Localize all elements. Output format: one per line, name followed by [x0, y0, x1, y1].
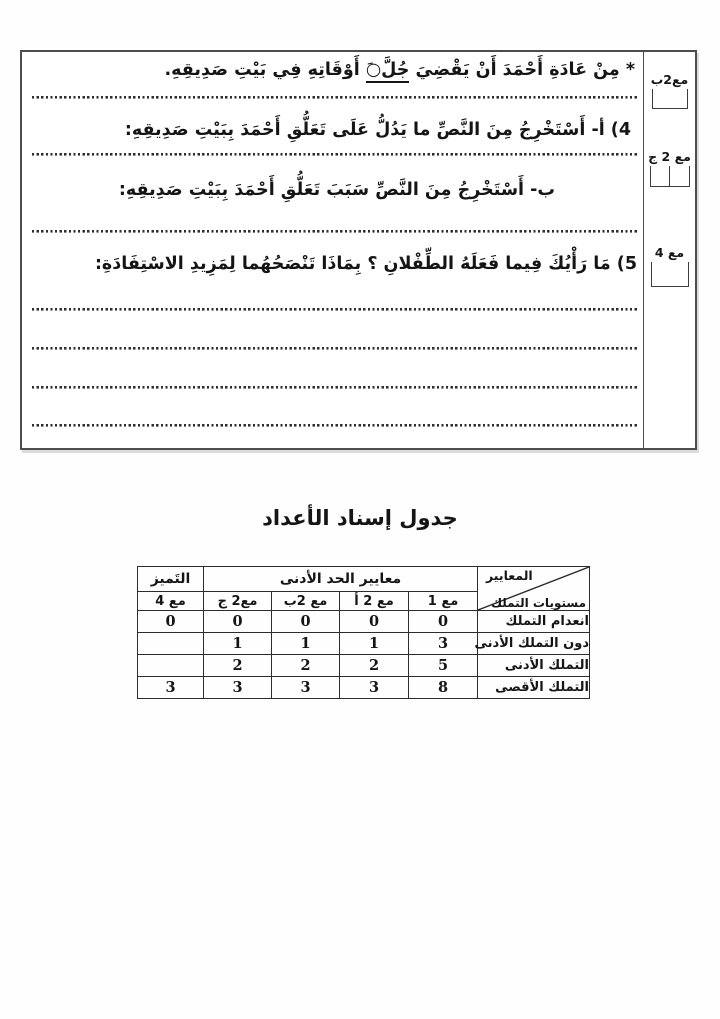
score-cell — [651, 166, 671, 186]
answer-dotted-line — [32, 347, 637, 350]
table-cell: 0 — [409, 611, 478, 633]
table-cell: 0 — [340, 611, 409, 633]
table-cell: 2 — [340, 655, 409, 677]
column-header: مع 2 أ — [340, 592, 409, 611]
table-header-row-1 — [138, 567, 590, 592]
row-label: التملك الأدنى — [478, 655, 590, 677]
answer-dotted-line — [32, 230, 637, 233]
table-cell: 3 — [409, 633, 478, 655]
criterion-label: مع 2 ج — [648, 149, 691, 164]
statement-underlined-word: جُلَّ○َ — [366, 60, 410, 83]
margin-mark-2b — [644, 72, 695, 109]
table-cell: 3 — [272, 677, 340, 699]
column-header: مع2 ج — [204, 592, 272, 611]
diagonal-header-cell — [478, 567, 590, 611]
questions-area — [22, 52, 643, 448]
table-cell: 2 — [204, 655, 272, 677]
table-cell: 1 — [340, 633, 409, 655]
diagonal-label-criteria: المعايير — [486, 568, 533, 583]
table-cell: 2 — [272, 655, 340, 677]
statement-prefix: * مِنْ عَادَةِ أَحْمَدَ أَنْ يَقْضِيَ — [409, 60, 635, 80]
table-cell: 1 — [272, 633, 340, 655]
score-entry-box-double — [650, 166, 690, 187]
table-cell: 3 — [138, 677, 204, 699]
table-cell: 3 — [340, 677, 409, 699]
answer-dotted-line — [32, 386, 637, 389]
table-cell: 5 — [409, 655, 478, 677]
grading-table-title: جدول إسناد الأعداد — [262, 506, 458, 530]
excellence-header: التَميز — [138, 567, 204, 592]
row-label: انعدام التملك — [478, 611, 590, 633]
table-cell: 0 — [138, 611, 204, 633]
answer-dotted-line — [32, 308, 637, 311]
score-entry-box — [652, 89, 688, 109]
table-cell: 8 — [409, 677, 478, 699]
questions-frame — [20, 50, 697, 450]
criterion-label: مع2ب — [650, 72, 689, 87]
minimum-criteria-group-header: معايير الحد الأدنى — [204, 567, 478, 592]
question-4b: ب- أَسْتَخْرِجُ مِنَ النَّصِّ سَبَبَ تَعَلُّقِ أَحْمَدَ بِبَيْتِ صَدِيقِهِ: — [118, 180, 555, 200]
grading-table — [137, 566, 590, 699]
table-cell — [138, 655, 204, 677]
grading-margin-column — [643, 52, 695, 448]
table-cell: 0 — [204, 611, 272, 633]
table-cell: 1 — [204, 633, 272, 655]
answer-dotted-line — [32, 96, 637, 99]
column-header: مع 4 — [138, 592, 204, 611]
score-cell — [670, 166, 689, 186]
question-5: 5) مَا رَأْيُكَ فِيما فَعَلَهُ الطِّفْلانِ ؟ بِمَاذَا تَنْصَحُهُما لِمَزِيدِ الاسْتِفَادَةِ: — [94, 254, 637, 274]
answer-dotted-line — [32, 153, 637, 156]
statement-suffix: أَوْقَاتِهِ فِي بَيْتِ صَدِيقِهِ. — [164, 60, 366, 80]
table-cell: 0 — [272, 611, 340, 633]
score-entry-box — [651, 262, 689, 287]
source-statement — [22, 55, 643, 87]
row-label: دون التملك الأدنى — [478, 633, 590, 655]
table-cell: 3 — [204, 677, 272, 699]
table-row — [138, 677, 590, 699]
question-4a: 4) أ- أَسْتَخْرِجُ مِنَ النَّصِّ ما يَدُلُّ عَلَى تَعَلُّقِ أَحْمَدَ بِبَيْتِ صَدِيقِهِ: — [124, 120, 631, 140]
answer-dotted-line — [32, 424, 637, 427]
row-label: التملك الأقصى — [478, 677, 590, 699]
margin-mark-4 — [644, 245, 695, 287]
table-row — [138, 655, 590, 677]
column-header: مع 2ب — [272, 592, 340, 611]
diagonal-label-levels: مستويات التملك — [491, 596, 587, 610]
table-cell — [138, 633, 204, 655]
table-row — [138, 611, 590, 633]
column-header: مع 1 — [409, 592, 478, 611]
table-row — [138, 633, 590, 655]
margin-mark-2j — [644, 149, 695, 187]
criterion-label: مع 4 — [654, 245, 685, 260]
